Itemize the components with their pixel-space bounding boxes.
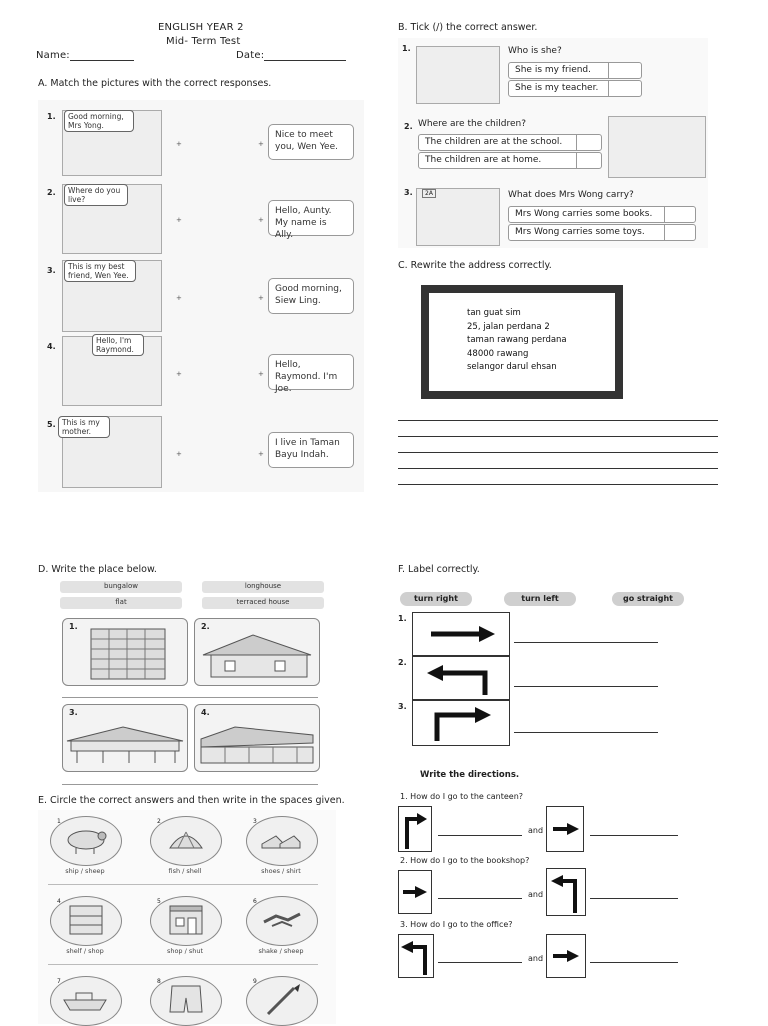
speech-bubble: Hello, I'm Raymond.	[92, 334, 144, 356]
answer-line[interactable]	[590, 962, 678, 963]
item-number: 5.	[47, 420, 56, 429]
match-dot[interactable]: +	[258, 216, 264, 224]
match-dot[interactable]: +	[258, 294, 264, 302]
picture-number: 8	[157, 978, 161, 985]
answer-line[interactable]	[48, 964, 318, 965]
response-box: I live in Taman Bayu Indah.	[268, 432, 354, 468]
item-number: 2.	[47, 188, 56, 197]
speech-bubble: This is my mother.	[58, 416, 110, 438]
writing-line[interactable]	[398, 484, 718, 485]
arrow-box	[398, 934, 434, 978]
writing-line[interactable]	[398, 452, 718, 453]
word-box: terraced house	[202, 597, 324, 609]
picture-number: 1	[57, 818, 61, 825]
longhouse-icon	[63, 705, 187, 771]
address-line: 48000 rawang	[467, 348, 529, 359]
match-dot[interactable]: +	[258, 140, 264, 148]
direction-question: 3. How do I go to the office?	[400, 920, 513, 929]
go-straight-arrow-icon	[399, 871, 431, 913]
picture-number: 4	[57, 898, 61, 905]
bungalow-house-icon	[195, 619, 319, 685]
tick-cell[interactable]	[608, 80, 609, 97]
picture-children-school	[608, 116, 706, 178]
picture-number: 6	[253, 898, 257, 905]
response-box: Good morning, Siew Ling.	[268, 278, 354, 314]
go-straight-arrow-icon	[547, 807, 583, 851]
arrow-box	[546, 934, 586, 978]
option-text: She is my friend.	[515, 65, 592, 75]
label-number: 1.	[398, 614, 407, 623]
shoes-icon	[258, 828, 304, 852]
tick-cell[interactable]	[576, 152, 577, 169]
item-number: 4.	[47, 342, 56, 351]
address-envelope	[422, 286, 622, 398]
response-box: Hello, Aunty. My name is Ally.	[268, 200, 354, 236]
flat-building-icon	[63, 619, 187, 685]
word-box: turn right	[400, 592, 472, 606]
terraced-house-icon	[195, 705, 319, 771]
word-box: bungalow	[60, 581, 182, 593]
option-box[interactable]	[418, 152, 602, 169]
section-d-title: D. Write the place below.	[38, 564, 157, 575]
tick-cell[interactable]	[608, 62, 609, 79]
worksheet-subtitle: Mid- Term Test	[166, 36, 241, 47]
match-dot[interactable]: +	[176, 370, 182, 378]
writing-line[interactable]	[398, 468, 718, 469]
option-text: The children are at the school.	[425, 137, 563, 147]
address-line: taman rawang perdana	[467, 335, 567, 345]
date-field-line[interactable]	[264, 60, 346, 61]
handshake-icon	[262, 904, 302, 936]
turn-right-arrow-icon	[399, 807, 431, 851]
go-straight-arrow-icon	[413, 613, 509, 655]
question-number: 2.	[404, 122, 413, 131]
address-line: selangor darul ehsan	[467, 362, 557, 372]
tick-cell[interactable]	[664, 224, 665, 241]
answer-line[interactable]	[438, 962, 522, 963]
writing-line[interactable]	[398, 420, 718, 421]
word-choice[interactable]: shoes / shirt	[261, 867, 301, 875]
label-number: 2.	[398, 658, 407, 667]
address-line: 25, jalan perdana 2	[467, 321, 550, 332]
option-text: Mrs Wong carries some books.	[515, 209, 653, 219]
word-box: turn left	[504, 592, 576, 606]
section-e-title: E. Circle the correct answers and then write in the spaces given.	[38, 795, 345, 806]
response-box: Hello, Raymond. I'm Joe.	[268, 354, 354, 390]
match-dot[interactable]: +	[176, 294, 182, 302]
word-box: longhouse	[202, 581, 324, 593]
answer-line[interactable]	[62, 697, 318, 698]
option-text: The children are at home.	[425, 155, 542, 165]
answer-line[interactable]	[514, 642, 658, 643]
picture-number: 2	[157, 818, 161, 825]
tick-cell[interactable]	[576, 134, 577, 151]
direction-question: 2. How do I go to the bookshop?	[400, 856, 530, 865]
option-box[interactable]	[508, 80, 642, 97]
section-f-title: F. Label correctly.	[398, 564, 480, 575]
brush-icon	[262, 984, 302, 1018]
word-choice[interactable]: ship / sheep	[65, 867, 105, 875]
question-text: Who is she?	[508, 46, 562, 56]
turn-left-arrow-icon	[413, 657, 509, 699]
date-label: Date:	[236, 50, 265, 61]
option-box[interactable]	[508, 62, 642, 79]
turn-left-arrow-icon	[547, 869, 585, 915]
arrow-box	[412, 612, 510, 656]
option-text: She is my teacher.	[515, 83, 599, 93]
speech-bubble: Where do you live?	[64, 184, 128, 206]
direction-question: 1. How do I go to the canteen?	[400, 792, 524, 801]
arrow-box	[398, 806, 432, 852]
word-choice[interactable]: fish / shell	[168, 867, 202, 875]
name-label: Name:	[36, 50, 70, 61]
arrow-box	[412, 656, 510, 700]
answer-line[interactable]	[590, 835, 678, 836]
question-number: 3.	[404, 188, 413, 197]
worksheet-title: ENGLISH YEAR 2	[158, 22, 244, 33]
go-straight-arrow-icon	[547, 935, 585, 977]
directions-title: Write the directions.	[420, 770, 520, 780]
building-flat-card	[62, 618, 188, 686]
arrow-box	[546, 868, 586, 916]
section-b-title: B. Tick (/) the correct answer.	[398, 22, 538, 33]
word-choice[interactable]: shake / sheep	[258, 947, 304, 955]
ship-icon	[62, 990, 108, 1012]
answer-line[interactable]	[590, 898, 678, 899]
answer-line[interactable]	[48, 884, 318, 885]
picture-number: 3.	[69, 708, 78, 717]
option-box[interactable]	[508, 224, 696, 241]
match-dot[interactable]: +	[176, 140, 182, 148]
word-choice[interactable]: shelf / shop	[66, 947, 104, 955]
item-number: 1.	[47, 112, 56, 121]
turn-right-arrow-icon	[413, 701, 509, 745]
arrow-box	[546, 806, 584, 852]
match-dot[interactable]: +	[258, 370, 264, 378]
shell-icon	[164, 826, 208, 854]
shop-icon	[166, 904, 206, 936]
picture-teacher-class	[416, 46, 500, 104]
section-a-title: A. Match the pictures with the correct responses.	[38, 78, 272, 89]
sheep-icon	[64, 826, 108, 854]
match-dot[interactable]: +	[176, 216, 182, 224]
match-dot[interactable]: +	[176, 450, 182, 458]
word-choice[interactable]: shop / shut	[166, 947, 204, 955]
arrow-box	[398, 870, 432, 914]
picture-number: 5	[157, 898, 161, 905]
writing-line[interactable]	[398, 436, 718, 437]
response-box: Nice to meet you, Wen Yee.	[268, 124, 354, 160]
building-bungalow-card	[194, 618, 320, 686]
speech-bubble: Good morning, Mrs Yong.	[64, 110, 134, 132]
and-word: and	[528, 826, 544, 835]
picture-number: 9	[253, 978, 257, 985]
and-word: and	[528, 890, 544, 899]
and-word: and	[528, 954, 544, 963]
building-longhouse-card	[62, 704, 188, 772]
answer-line[interactable]	[438, 835, 522, 836]
section-c-title: C. Rewrite the address correctly.	[398, 260, 552, 271]
picture-number: 1.	[69, 622, 78, 631]
name-field-line[interactable]	[70, 60, 134, 61]
address-line: tan guat sim	[467, 308, 521, 318]
picture-number: 7	[57, 978, 61, 985]
word-box: flat	[60, 597, 182, 609]
match-dot[interactable]: +	[258, 450, 264, 458]
picture-number: 4.	[201, 708, 210, 717]
shorts-icon	[168, 984, 204, 1016]
answer-line[interactable]	[62, 784, 318, 785]
answer-line[interactable]	[514, 732, 658, 733]
answer-line[interactable]	[514, 686, 658, 687]
building-terraced-card	[194, 704, 320, 772]
question-text: What does Mrs Wong carry?	[508, 190, 634, 200]
option-box[interactable]	[508, 206, 696, 223]
option-box[interactable]	[418, 134, 602, 151]
answer-line[interactable]	[438, 898, 522, 899]
shelf-icon	[66, 904, 106, 936]
address-lines	[467, 307, 567, 375]
picture-number: 2.	[201, 622, 210, 631]
word-box: go straight	[612, 592, 684, 606]
speech-bubble: This is my best friend, Wen Yee.	[64, 260, 136, 282]
class-tag: 2A	[422, 189, 436, 198]
label-number: 3.	[398, 702, 407, 711]
turn-left-arrow-icon	[399, 935, 433, 977]
picture-number: 3	[253, 818, 257, 825]
question-number: 1.	[402, 44, 411, 53]
tick-cell[interactable]	[664, 206, 665, 223]
option-text: Mrs Wong carries some toys.	[515, 227, 645, 237]
item-number: 3.	[47, 266, 56, 275]
question-text: Where are the children?	[418, 119, 526, 129]
arrow-box	[412, 700, 510, 746]
